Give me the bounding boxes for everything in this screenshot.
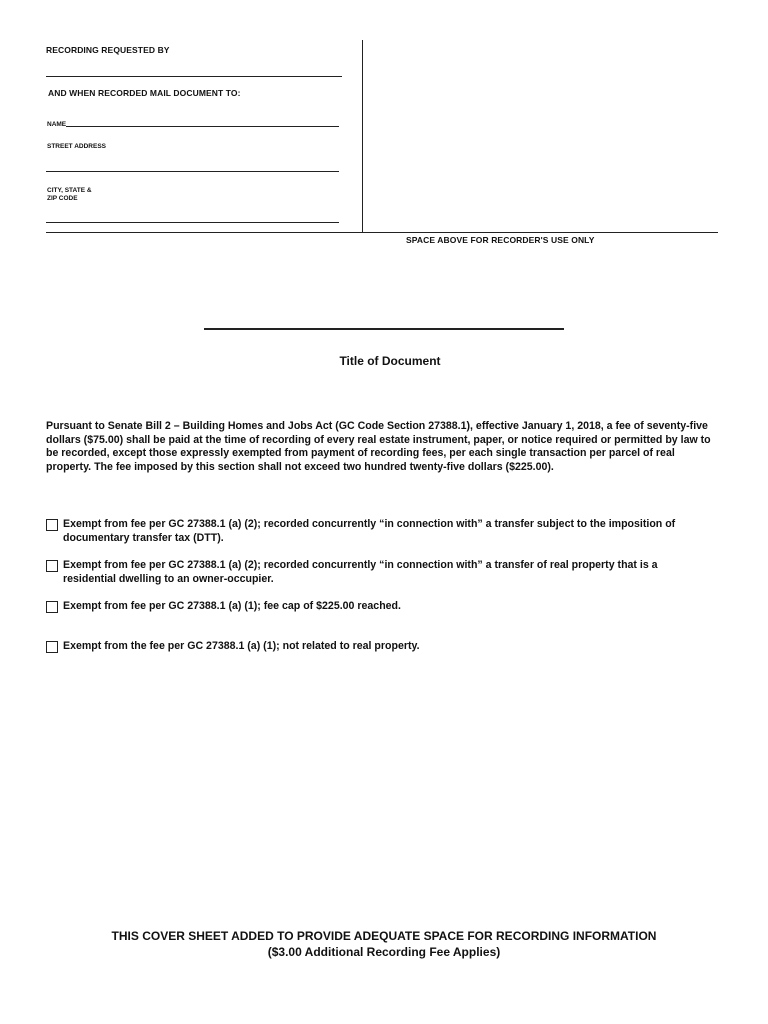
footer-cover-sheet-notice: THIS COVER SHEET ADDED TO PROVIDE ADEQUATE SPACE FOR RECORDING INFORMATION [111, 929, 657, 943]
footer-additional-fee: ($3.00 Additional Recording Fee Applies) [267, 945, 501, 959]
header-bottom-rule [46, 232, 718, 233]
exemption-fee-cap-text: Exempt from fee per GC 27388.1 (a) (1); fee cap of $225.00 reached. [63, 600, 401, 612]
city-state-zip-line[interactable] [46, 222, 339, 223]
exemption-dtt-row [46, 518, 706, 545]
name-label: NAME [47, 121, 67, 128]
exemption-fee-cap-checkbox[interactable] [46, 601, 58, 613]
exemption-owner-occupier-text: Exempt from fee per GC 27388.1 (a) (2); recorded concurrently “in connection with” a transfer of real property that is a residential dwelling to an owner-occupier. [63, 559, 658, 585]
document-title: Title of Document [339, 354, 441, 368]
exemption-dtt-checkbox[interactable] [46, 519, 58, 531]
exemption-owner-occupier-checkbox[interactable] [46, 560, 58, 572]
exemption-not-real-property-checkbox[interactable] [46, 641, 58, 653]
name-line[interactable] [66, 126, 339, 127]
exemption-owner-occupier-row [46, 559, 706, 586]
title-line[interactable] [204, 328, 564, 330]
recorder-space-label: SPACE ABOVE FOR RECORDER'S USE ONLY [406, 235, 595, 245]
recording-requested-by-line[interactable] [46, 76, 342, 77]
exemption-dtt-text: Exempt from fee per GC 27388.1 (a) (2); recorded concurrently “in connection with” a transfer subject to the imposition of documentary transfer tax (DTT). [63, 518, 676, 544]
zip-code-label: ZIP CODE [47, 195, 78, 202]
exemption-not-real-property-row [46, 640, 706, 654]
street-address-line[interactable] [46, 171, 339, 172]
statute-paragraph: Pursuant to Senate Bill 2 – Building Homes and Jobs Act (GC Code Section 27388.1), effective January 1, 2018, a fee of seventy-five dollars ($75.00) shall be paid at the time of recording of every real estate instrument, paper, or notice required or permitted by law to be recorded, except those expressly exempted from payment of recording fees, per each single transaction per parcel of real property. The fee imposed by this section shall not exceed two hundred twenty-five dollars ($225.00). [46, 420, 711, 473]
street-address-label: STREET ADDRESS [47, 143, 106, 150]
city-state-label: CITY, STATE & [47, 187, 92, 194]
recorder-area-divider [362, 40, 363, 233]
mail-to-label: AND WHEN RECORDED MAIL DOCUMENT TO: [48, 88, 241, 98]
exemption-fee-cap-row [46, 600, 706, 614]
recording-requested-by-label: RECORDING REQUESTED BY [46, 45, 170, 55]
exemption-not-real-property-text: Exempt from the fee per GC 27388.1 (a) (1); not related to real property. [63, 640, 420, 652]
